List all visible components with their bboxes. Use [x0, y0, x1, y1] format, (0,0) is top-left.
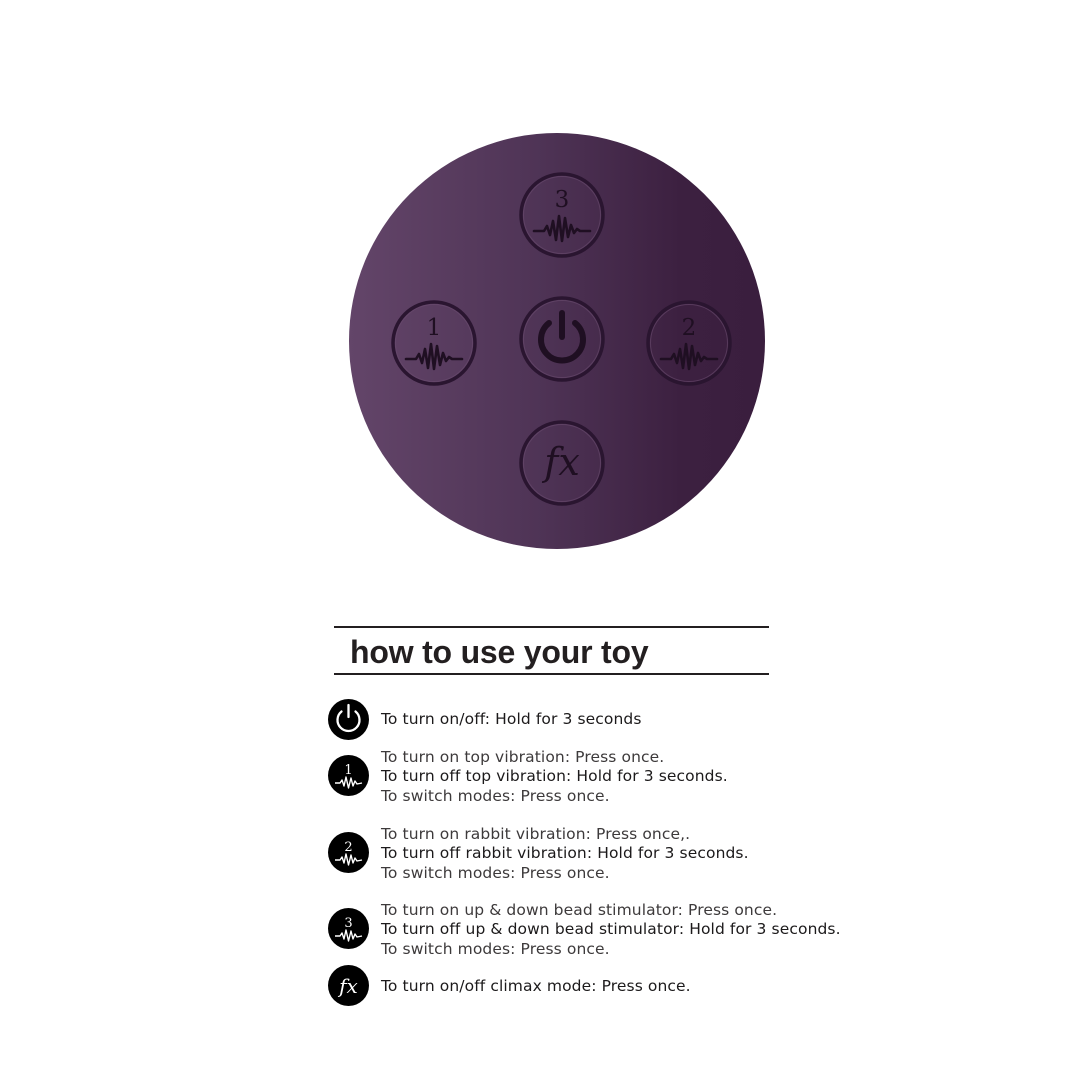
svg-text:1: 1 [344, 763, 353, 778]
waveform-icon [661, 344, 717, 369]
mode-2-label: 2 [681, 315, 697, 341]
vibration-3-icon [328, 908, 369, 949]
mode-3-label: 3 [554, 187, 570, 213]
instruction-line: To turn on top vibration: Press once. [381, 748, 665, 766]
instructions-heading: how to use your toy [350, 634, 649, 670]
instruction-line: To turn off up & down bead stimulator: Hold for 3 seconds. [381, 920, 841, 939]
waveform-icon [534, 216, 590, 241]
svg-text:3: 3 [344, 916, 353, 931]
svg-text:fx: fx [339, 974, 358, 998]
mode-1-label: 1 [426, 315, 442, 341]
heading-rule-bottom [334, 673, 769, 675]
mode-1-button[interactable] [390, 299, 478, 387]
heading-rule-top [334, 626, 769, 628]
instruction-line: To turn on up & down bead stimulator: Press once. [381, 901, 778, 919]
instruction-text [381, 901, 841, 959]
instruction-line: To switch modes: Press once. [381, 939, 610, 958]
instruction-line: To switch modes: Press once. [381, 863, 610, 882]
mode-3-button[interactable] [518, 171, 606, 259]
instruction-text [381, 977, 691, 996]
waveform-icon [406, 344, 462, 369]
power-icon [541, 313, 583, 360]
vibration-2-icon [328, 832, 369, 873]
instruction-line: To turn on/off: Hold for 3 seconds [381, 710, 642, 728]
fx-label: fx [544, 440, 580, 484]
instruction-line: To turn off top vibration: Hold for 3 seconds. [381, 767, 728, 786]
instruction-line: To turn on rabbit vibration: Press once,. [381, 825, 691, 843]
svg-text:2: 2 [344, 840, 353, 855]
instruction-text [381, 825, 749, 883]
mode-2-button[interactable] [645, 299, 733, 387]
instruction-line: To turn on/off climax mode: Press once. [381, 977, 691, 995]
instruction-text [381, 748, 728, 806]
power-icon [328, 699, 369, 740]
instruction-line: To turn off rabbit vibration: Hold for 3 seconds. [381, 844, 749, 863]
fx-icon [328, 965, 369, 1006]
fx-button[interactable] [518, 419, 606, 507]
instruction-text [381, 710, 642, 729]
instruction-line: To switch modes: Press once. [381, 786, 610, 805]
power-button[interactable] [518, 295, 606, 383]
vibration-1-icon [328, 755, 369, 796]
remote-control-pad [349, 133, 765, 549]
